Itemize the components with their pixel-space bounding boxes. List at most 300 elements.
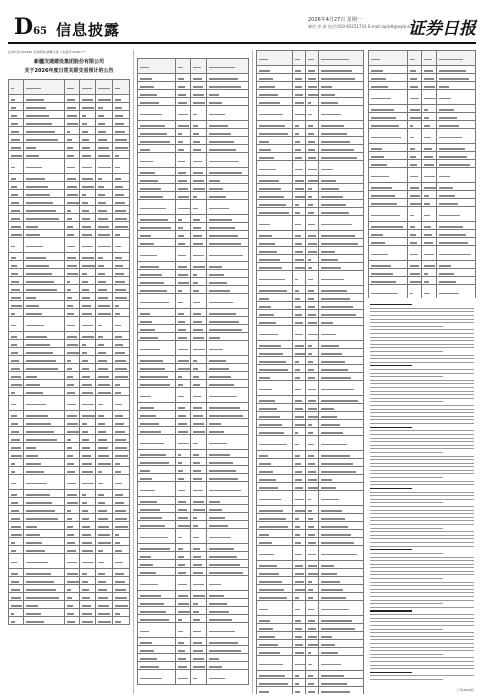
table-cell xyxy=(96,609,113,617)
table-cell xyxy=(306,483,319,491)
table-cell xyxy=(113,451,130,459)
text-line xyxy=(370,427,412,428)
table-cell xyxy=(191,270,207,278)
table-cell xyxy=(80,190,96,198)
table-cell xyxy=(80,348,96,356)
table-cell xyxy=(369,144,408,152)
table-cell xyxy=(422,199,437,207)
table-cell xyxy=(9,577,24,585)
table-cell xyxy=(23,506,64,514)
table-row xyxy=(257,420,364,428)
table-cell xyxy=(306,656,319,671)
table-cell xyxy=(319,98,364,106)
table-cell xyxy=(293,679,306,687)
table-cell xyxy=(175,270,191,278)
table-row xyxy=(138,599,249,607)
table-cell xyxy=(175,646,191,654)
table-cell xyxy=(138,419,176,427)
table-row xyxy=(257,302,364,310)
table-cell xyxy=(437,152,476,160)
table-cell xyxy=(206,529,248,544)
table-row xyxy=(257,365,364,373)
table-cell xyxy=(319,357,364,365)
table-cell xyxy=(306,121,319,129)
table-row xyxy=(138,646,249,654)
table-cell xyxy=(23,522,64,530)
table-cell xyxy=(407,191,422,199)
table-row xyxy=(257,459,364,467)
table-row xyxy=(369,90,476,105)
table-cell xyxy=(9,451,24,459)
table-cell xyxy=(369,222,408,230)
table-cell xyxy=(257,671,293,679)
table-row xyxy=(257,640,364,648)
table-cell xyxy=(113,222,130,230)
table-cell xyxy=(319,459,364,467)
table-cell xyxy=(407,222,422,230)
table-cell xyxy=(175,168,191,176)
table-row xyxy=(257,176,364,184)
text-line xyxy=(370,672,412,673)
table-row xyxy=(138,403,249,411)
table-cell xyxy=(306,326,319,341)
table-cell xyxy=(306,601,319,616)
table-grid xyxy=(256,50,364,694)
table-cell xyxy=(437,285,476,299)
table-row xyxy=(9,317,130,332)
table-cell xyxy=(23,261,64,269)
text-line xyxy=(370,419,474,420)
table-cell xyxy=(80,103,96,111)
table-row xyxy=(257,121,364,129)
table-cell xyxy=(175,466,191,474)
table-cell xyxy=(206,670,248,685)
text-line xyxy=(370,524,474,525)
table-cell xyxy=(9,269,24,277)
table-cell xyxy=(9,317,24,332)
table-cell xyxy=(96,143,113,151)
table-row xyxy=(138,419,249,427)
table-cell xyxy=(138,427,176,435)
table-cell xyxy=(306,216,319,231)
table-cell xyxy=(96,214,113,222)
table-cell xyxy=(113,380,130,388)
table-cell xyxy=(23,490,64,498)
table-cell xyxy=(257,632,293,640)
text-line xyxy=(370,538,474,539)
table-cell xyxy=(306,640,319,648)
table-cell xyxy=(319,428,364,436)
table-row xyxy=(257,153,364,161)
table-cell xyxy=(113,119,130,127)
table-cell xyxy=(257,436,293,451)
table-header-row xyxy=(138,59,249,74)
table-cell xyxy=(257,184,293,192)
column-divider xyxy=(133,50,134,694)
table-cell xyxy=(64,95,80,103)
table-cell xyxy=(306,161,319,176)
table-cell xyxy=(138,435,176,450)
table-cell xyxy=(23,230,64,238)
table-cell xyxy=(257,687,293,695)
table-row xyxy=(9,285,130,293)
table-cell xyxy=(96,530,113,538)
table-cell xyxy=(23,214,64,222)
table-cell xyxy=(64,585,80,593)
table-cell xyxy=(9,546,24,554)
table-row xyxy=(9,617,130,625)
table-row xyxy=(257,483,364,491)
text-line xyxy=(370,636,474,637)
table-row xyxy=(9,151,130,159)
table-cell xyxy=(23,538,64,546)
table-cell xyxy=(175,356,191,364)
table-cell xyxy=(138,90,176,98)
table-row xyxy=(257,451,364,459)
table-cell xyxy=(306,106,319,121)
table-cell xyxy=(23,340,64,348)
table-cell xyxy=(293,98,306,106)
table-cell xyxy=(206,317,248,325)
text-line xyxy=(370,488,412,489)
table-cell xyxy=(407,230,422,238)
table-cell xyxy=(80,127,96,135)
table-cell xyxy=(80,467,96,475)
table-cell xyxy=(191,513,207,521)
text-line xyxy=(370,546,474,547)
table-row xyxy=(257,74,364,82)
table-cell xyxy=(206,341,248,356)
table-cell xyxy=(319,192,364,200)
table-cell xyxy=(191,247,207,262)
table-cell xyxy=(191,82,207,90)
table-cell xyxy=(319,585,364,593)
table-cell xyxy=(138,529,176,544)
table-cell xyxy=(422,105,437,113)
page-header xyxy=(8,10,476,44)
table-cell xyxy=(206,552,248,560)
table-cell xyxy=(319,106,364,121)
table-cell xyxy=(138,662,176,670)
table-cell xyxy=(96,538,113,546)
table-cell xyxy=(9,554,24,569)
table-cell xyxy=(64,443,80,451)
table-cell xyxy=(113,198,130,206)
table-cell xyxy=(306,357,319,365)
table-row xyxy=(138,544,249,552)
table-cell xyxy=(306,671,319,679)
table-row xyxy=(257,585,364,593)
table-row xyxy=(9,546,130,554)
table-cell xyxy=(23,617,64,625)
table-cell xyxy=(191,286,207,294)
table-row xyxy=(257,671,364,679)
table-cell xyxy=(293,263,306,271)
table-cell xyxy=(407,199,422,207)
table-cell xyxy=(257,74,293,82)
table-cell xyxy=(113,514,130,522)
table-cell xyxy=(437,277,476,285)
table-cell xyxy=(319,679,364,687)
table-cell xyxy=(9,490,24,498)
table-cell xyxy=(191,200,207,215)
table-cell xyxy=(319,263,364,271)
table-cell xyxy=(113,80,130,95)
table-cell xyxy=(257,51,293,66)
table-grid xyxy=(137,58,249,685)
table-cell xyxy=(319,538,364,546)
table-cell xyxy=(191,145,207,153)
table-cell xyxy=(422,191,437,199)
table-cell xyxy=(437,261,476,269)
table-cell xyxy=(293,648,306,656)
table-row xyxy=(369,238,476,246)
table-cell xyxy=(319,129,364,137)
table-cell xyxy=(9,467,24,475)
announcement-title: 关于2026年度日常关联交易预计的公告 xyxy=(24,68,114,74)
table-row xyxy=(9,214,130,222)
table-row xyxy=(369,285,476,299)
table-cell xyxy=(96,348,113,356)
table-row xyxy=(257,467,364,475)
table-cell xyxy=(293,373,306,381)
table-cell xyxy=(306,373,319,381)
text-line xyxy=(370,315,474,316)
table-cell xyxy=(175,286,191,294)
table-cell xyxy=(422,246,437,261)
table-cell xyxy=(80,135,96,143)
table-cell xyxy=(80,340,96,348)
table-cell xyxy=(319,624,364,632)
table-cell xyxy=(113,95,130,103)
table-cell xyxy=(80,372,96,380)
table-cell xyxy=(319,436,364,451)
table-cell xyxy=(9,143,24,151)
table-cell xyxy=(80,585,96,593)
text-line xyxy=(370,358,474,359)
table-cell xyxy=(64,427,80,435)
table-cell xyxy=(9,80,24,95)
column-4 xyxy=(368,50,476,298)
table-cell xyxy=(23,372,64,380)
table-cell xyxy=(9,601,24,609)
table-cell xyxy=(138,262,176,270)
table-cell xyxy=(64,348,80,356)
table-cell xyxy=(175,607,191,615)
table-cell xyxy=(80,419,96,427)
table-cell xyxy=(257,381,293,396)
table-cell xyxy=(64,364,80,372)
text-line xyxy=(370,531,474,532)
table-cell xyxy=(9,261,24,269)
table-row xyxy=(9,490,130,498)
table-cell xyxy=(293,341,306,349)
table-cell xyxy=(175,411,191,419)
table-cell xyxy=(9,190,24,198)
section-title: 信息披露 xyxy=(56,21,121,39)
table-cell xyxy=(175,129,191,137)
table-row xyxy=(257,349,364,357)
table-cell xyxy=(257,569,293,577)
table-cell xyxy=(306,82,319,90)
table-cell xyxy=(293,326,306,341)
table-cell xyxy=(175,247,191,262)
table-cell xyxy=(293,216,306,231)
table-cell xyxy=(206,231,248,239)
table-cell xyxy=(257,522,293,530)
table-cell xyxy=(64,317,80,332)
table-cell xyxy=(64,577,80,585)
text-line xyxy=(370,337,474,338)
table-cell xyxy=(306,192,319,200)
table-cell xyxy=(206,497,248,505)
table-cell xyxy=(191,223,207,231)
table-cell xyxy=(9,498,24,506)
table-cell xyxy=(257,255,293,263)
table-cell xyxy=(23,277,64,285)
table-cell xyxy=(23,380,64,388)
table-row xyxy=(138,662,249,670)
table-cell xyxy=(138,591,176,599)
table-cell xyxy=(306,90,319,98)
table-cell xyxy=(257,640,293,648)
table-cell xyxy=(64,80,80,95)
table-cell xyxy=(319,247,364,255)
text-line xyxy=(370,528,443,529)
table-row xyxy=(138,458,249,466)
table-cell xyxy=(138,482,176,497)
table-cell xyxy=(138,364,176,372)
text-line xyxy=(370,557,474,558)
table-row xyxy=(9,293,130,301)
table-cell xyxy=(113,151,130,159)
table-cell xyxy=(138,466,176,474)
table-cell xyxy=(80,111,96,119)
table-cell xyxy=(64,451,80,459)
table-cell xyxy=(175,482,191,497)
table-cell xyxy=(23,609,64,617)
table-cell xyxy=(113,419,130,427)
table-cell xyxy=(64,546,80,554)
table-cell xyxy=(407,246,422,261)
table-cell xyxy=(206,646,248,654)
table-cell xyxy=(191,482,207,497)
text-line xyxy=(370,423,474,424)
table-cell xyxy=(9,475,24,490)
table-row xyxy=(138,505,249,513)
table-cell xyxy=(319,365,364,373)
table-cell xyxy=(407,121,422,129)
table-cell xyxy=(293,640,306,648)
table-cell xyxy=(9,459,24,467)
table-cell xyxy=(437,105,476,113)
text-line xyxy=(370,549,412,550)
table-cell xyxy=(64,609,80,617)
table-row xyxy=(9,103,130,111)
text-line xyxy=(370,308,474,309)
table-row xyxy=(9,340,130,348)
table-cell xyxy=(257,546,293,561)
table-cell xyxy=(306,530,319,538)
text-line xyxy=(370,398,474,399)
table-cell xyxy=(80,301,96,309)
table-cell xyxy=(257,624,293,632)
table-cell xyxy=(206,607,248,615)
table-cell xyxy=(437,222,476,230)
table-cell xyxy=(257,538,293,546)
table-row xyxy=(369,168,476,183)
table-cell xyxy=(306,318,319,326)
table-cell xyxy=(191,662,207,670)
table-cell xyxy=(257,530,293,538)
newspaper-page xyxy=(8,10,476,694)
table-row xyxy=(9,498,130,506)
table-cell xyxy=(96,119,113,127)
table-row xyxy=(257,129,364,137)
table-row xyxy=(9,119,130,127)
table-cell xyxy=(138,623,176,638)
table-cell xyxy=(306,687,319,695)
table-cell xyxy=(175,333,191,341)
table-cell xyxy=(319,318,364,326)
table-row xyxy=(9,190,130,198)
table-cell xyxy=(319,74,364,82)
table-cell xyxy=(257,601,293,616)
table-cell xyxy=(64,411,80,419)
table-cell xyxy=(9,356,24,364)
table-cell xyxy=(437,183,476,191)
table-row xyxy=(257,310,364,318)
table-cell xyxy=(293,74,306,82)
table-cell xyxy=(175,59,191,74)
table-cell xyxy=(206,333,248,341)
table-cell xyxy=(369,183,408,191)
table-cell xyxy=(9,530,24,538)
table-cell xyxy=(306,247,319,255)
text-line xyxy=(370,438,474,439)
page-number-digits: 65 xyxy=(33,26,47,37)
table-cell xyxy=(293,577,306,585)
table-cell xyxy=(206,278,248,286)
table-row xyxy=(257,263,364,271)
table-cell xyxy=(206,121,248,129)
table-cell xyxy=(191,153,207,168)
table-cell xyxy=(9,514,24,522)
table-cell xyxy=(113,127,130,135)
table-cell xyxy=(80,380,96,388)
table-cell xyxy=(293,51,306,66)
table-cell xyxy=(437,113,476,121)
table-cell xyxy=(138,270,176,278)
table-cell xyxy=(306,349,319,357)
table-cell xyxy=(369,82,408,90)
table-cell xyxy=(422,82,437,90)
table-cell xyxy=(257,153,293,161)
table-cell xyxy=(23,238,64,253)
table-cell xyxy=(319,373,364,381)
table-row xyxy=(369,269,476,277)
table-cell xyxy=(96,95,113,103)
table-row xyxy=(9,253,130,261)
table-cell xyxy=(175,278,191,286)
table-cell xyxy=(319,216,364,231)
table-cell xyxy=(96,103,113,111)
text-line xyxy=(370,369,474,370)
table-cell xyxy=(113,569,130,577)
table-cell xyxy=(113,396,130,411)
table-cell xyxy=(80,80,96,95)
table-cell xyxy=(257,561,293,569)
